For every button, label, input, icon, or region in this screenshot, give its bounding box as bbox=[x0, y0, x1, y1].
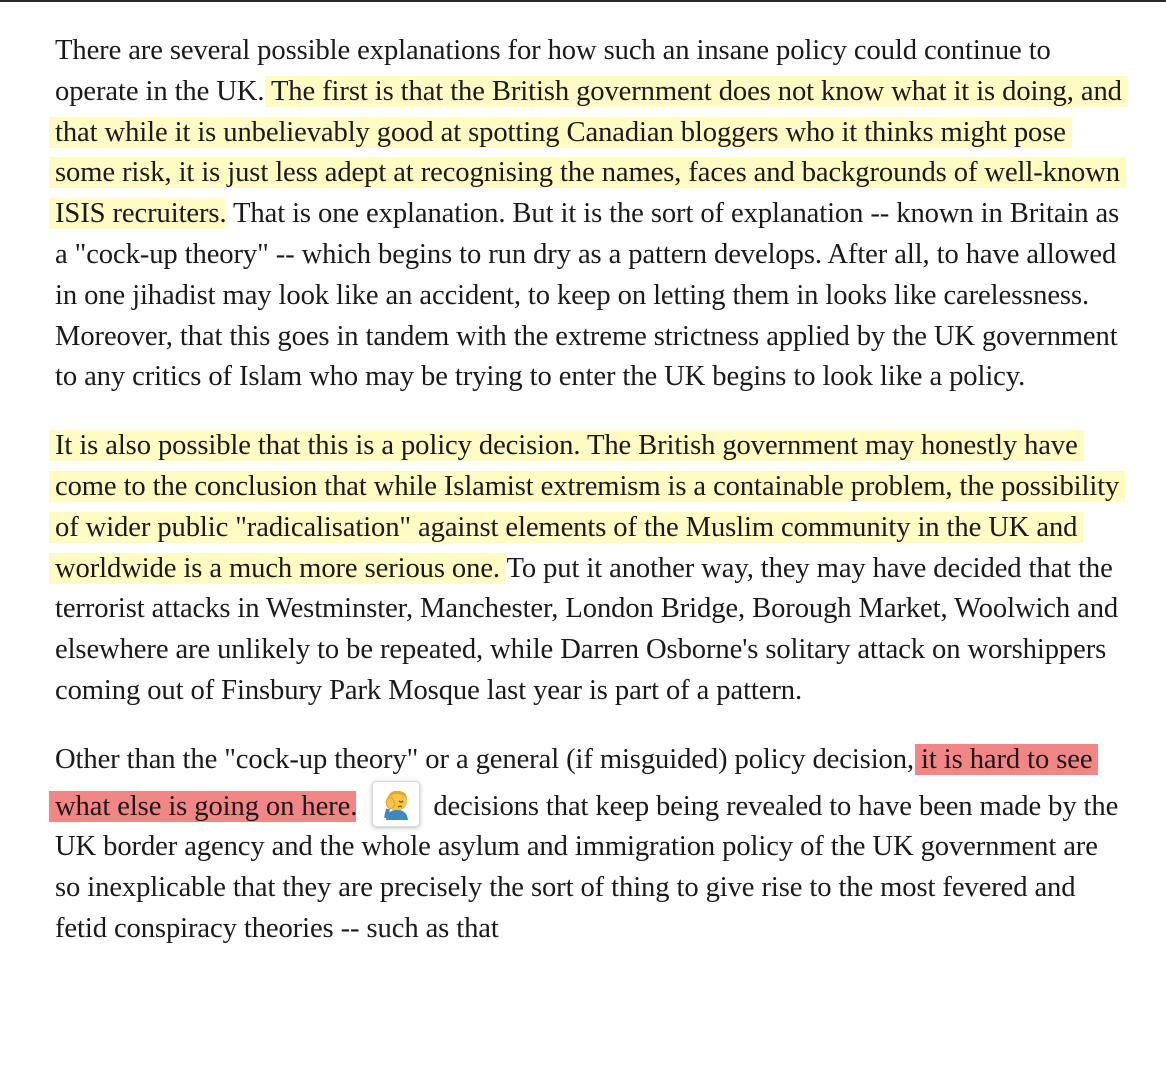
top-divider bbox=[0, 0, 1166, 2]
paragraph-1-text-before: There are several possible explanations for how such an insane policy could continue to operate in the UK. bbox=[55, 35, 1051, 107]
paragraph-1-text-after: . That is one explanation. But it is the sort of explanation -- known in Britain as a "cock-up theory" -- which begins to run dry as a pattern develops. After all, to have allowed in one jihadist may look like an accident, to keep on letting them in looks like carelessness. Moreover, that this goes in tandem with the extreme strictness applied by the UK government to any critics of Islam who may be trying to enter the UK begins to look like a policy. bbox=[55, 198, 1120, 393]
paragraph-1-highlight[interactable]: The first is that the British government does not know what it is doing, and that while it is unbelievably good at spotting Canadian bloggers who it thinks might pose some risk, it is just less adept at recognising the names, faces and backgrounds of well-known ISIS recruiters bbox=[55, 75, 1122, 230]
paragraph-2 bbox=[55, 426, 1125, 712]
paragraph-1 bbox=[55, 31, 1125, 398]
paragraph-3-text-after: decisions that keep being revealed to have been made by the UK border agency and the whole asylum and immigration policy of the UK government are so inexplicable that they are precisely the sort of thing to give rise to the most fevered and fetid conspiracy theories -- such as that bbox=[55, 790, 1119, 944]
facepalm-icon bbox=[380, 788, 412, 820]
paragraph-3-highlight[interactable]: it is hard to see what else is going on here bbox=[55, 743, 1093, 822]
article-body bbox=[55, 31, 1125, 950]
paragraph-2-text-after: To put it another way, they may have decided that the terrorist attacks in Westminster, Manchester, London Bridge, Borough Market, Woolwich and elsewhere are unlikely to be repeated, while Darren Osborne's solitary attack on worshippers coming out of Finsbury Park Mosque last year is part of a pattern. bbox=[55, 552, 1119, 706]
facepalm-emoji-button[interactable] bbox=[372, 781, 420, 827]
paragraph-3-text-middle: . bbox=[350, 790, 365, 822]
paragraph-2-highlight[interactable]: It is also possible that this is a policy decision. The British government may honestly have come to the conclusion that while Islamist extremism is a containable problem, the possibility of wider public "radicalisation" against elements of the Muslim community in the UK and worldwide is a much more serious one. bbox=[55, 430, 1120, 584]
paragraph-3-text-before: Other than the "cock-up theory" or a general (if misguided) policy decision, bbox=[55, 743, 922, 775]
paragraph-3 bbox=[55, 740, 1125, 950]
